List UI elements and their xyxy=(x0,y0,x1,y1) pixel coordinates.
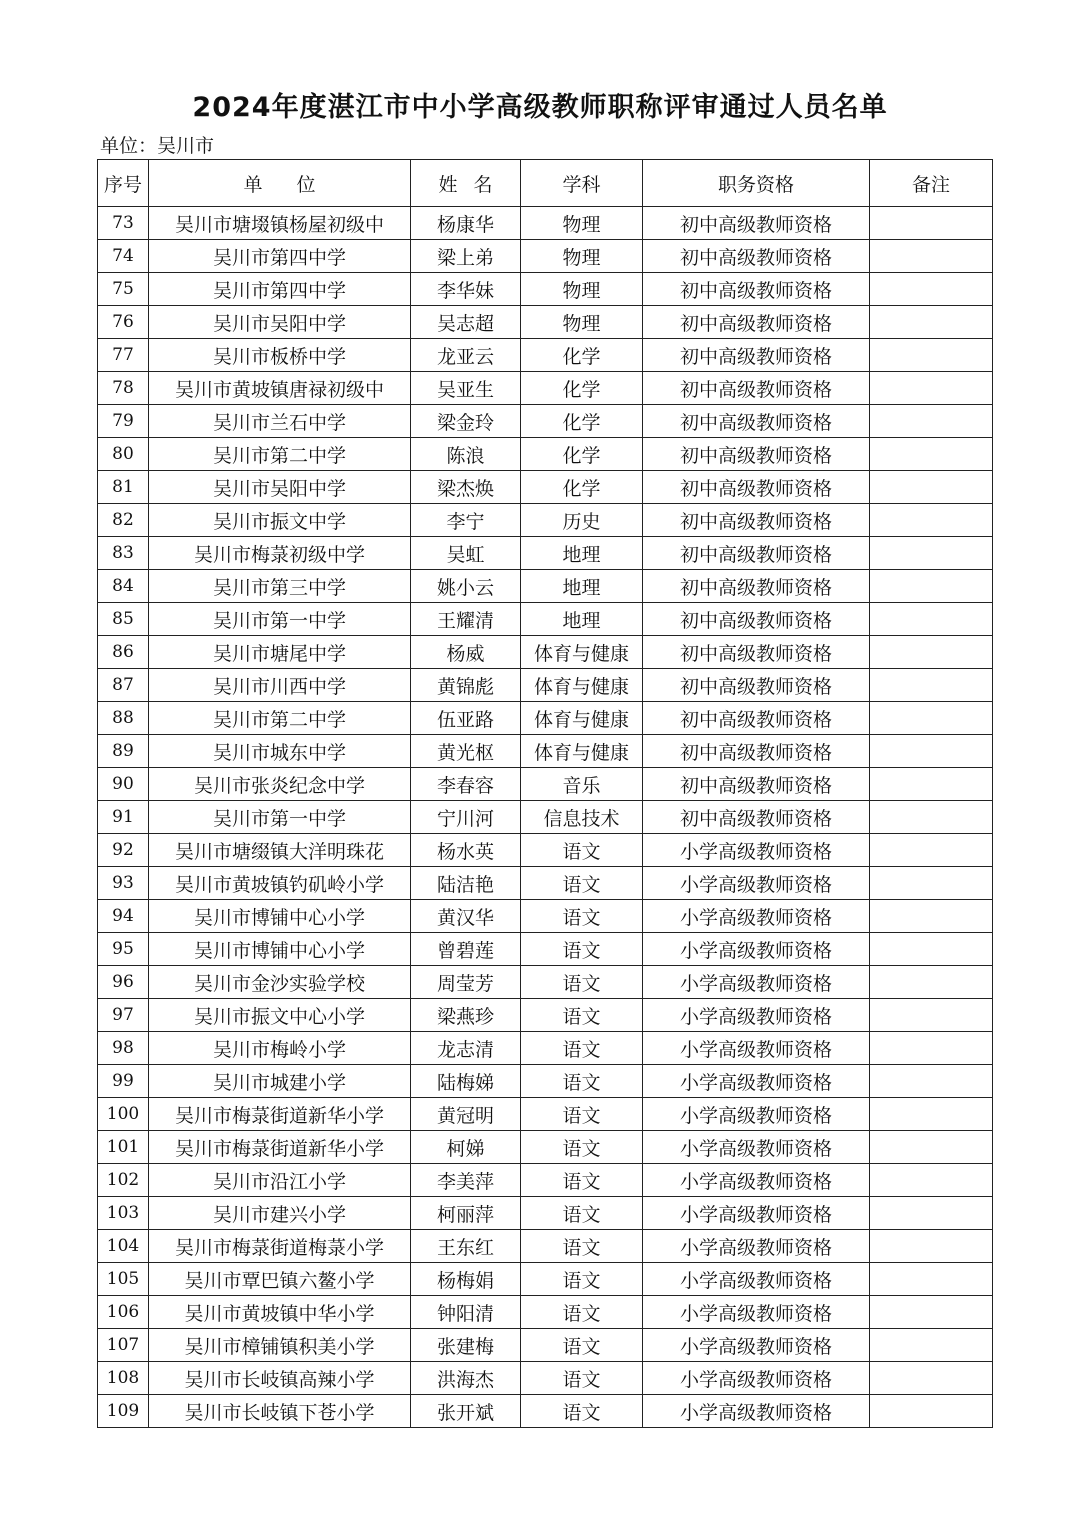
table-row xyxy=(98,1197,993,1230)
cell-qualification: 初中高级教师资格 xyxy=(643,372,870,405)
cell-note xyxy=(870,1032,993,1065)
cell-no: 85 xyxy=(98,603,149,636)
cell-name: 王耀清 xyxy=(411,603,521,636)
cell-no: 76 xyxy=(98,306,149,339)
cell-unit: 吴川市沿江小学 xyxy=(149,1164,411,1197)
cell-no: 86 xyxy=(98,636,149,669)
cell-subject: 化学 xyxy=(521,339,643,372)
cell-name: 黄汉华 xyxy=(411,900,521,933)
table-row xyxy=(98,1098,993,1131)
cell-unit: 吴川市兰石中学 xyxy=(149,405,411,438)
cell-name: 吴亚生 xyxy=(411,372,521,405)
cell-subject: 化学 xyxy=(521,405,643,438)
cell-name: 梁燕珍 xyxy=(411,999,521,1032)
cell-qualification: 初中高级教师资格 xyxy=(643,504,870,537)
cell-subject: 语文 xyxy=(521,966,643,999)
cell-note xyxy=(870,801,993,834)
cell-no: 87 xyxy=(98,669,149,702)
table-row xyxy=(98,834,993,867)
cell-unit: 吴川市第四中学 xyxy=(149,240,411,273)
cell-note xyxy=(870,339,993,372)
table-row xyxy=(98,1362,993,1395)
table-row xyxy=(98,438,993,471)
cell-subject: 语文 xyxy=(521,1164,643,1197)
cell-note xyxy=(870,933,993,966)
cell-unit: 吴川市第三中学 xyxy=(149,570,411,603)
cell-unit: 吴川市吴阳中学 xyxy=(149,471,411,504)
table-row xyxy=(98,1263,993,1296)
cell-unit: 吴川市建兴小学 xyxy=(149,1197,411,1230)
cell-unit: 吴川市黄坡镇唐禄初级中 xyxy=(149,372,411,405)
cell-qualification: 小学高级教师资格 xyxy=(643,1296,870,1329)
cell-no: 108 xyxy=(98,1362,149,1395)
cell-name: 杨威 xyxy=(411,636,521,669)
cell-qualification: 小学高级教师资格 xyxy=(643,900,870,933)
cell-name: 姚小云 xyxy=(411,570,521,603)
cell-subject: 语文 xyxy=(521,1098,643,1131)
table-row xyxy=(98,900,993,933)
cell-unit: 吴川市梅菉街道新华小学 xyxy=(149,1131,411,1164)
cell-name: 李宁 xyxy=(411,504,521,537)
table-row xyxy=(98,768,993,801)
cell-qualification: 小学高级教师资格 xyxy=(643,1230,870,1263)
cell-qualification: 小学高级教师资格 xyxy=(643,1065,870,1098)
cell-name: 黄光枢 xyxy=(411,735,521,768)
cell-subject: 化学 xyxy=(521,438,643,471)
table-row xyxy=(98,1065,993,1098)
header-note: 备注 xyxy=(870,160,993,207)
cell-subject: 语文 xyxy=(521,1230,643,1263)
cell-no: 102 xyxy=(98,1164,149,1197)
cell-subject: 物理 xyxy=(521,207,643,240)
cell-qualification: 小学高级教师资格 xyxy=(643,1164,870,1197)
cell-qualification: 初中高级教师资格 xyxy=(643,636,870,669)
cell-qualification: 初中高级教师资格 xyxy=(643,405,870,438)
table-row xyxy=(98,933,993,966)
cell-qualification: 初中高级教师资格 xyxy=(643,702,870,735)
cell-unit: 吴川市第一中学 xyxy=(149,801,411,834)
cell-no: 109 xyxy=(98,1395,149,1428)
cell-subject: 历史 xyxy=(521,504,643,537)
cell-no: 95 xyxy=(98,933,149,966)
cell-qualification: 初中高级教师资格 xyxy=(643,438,870,471)
cell-subject: 语文 xyxy=(521,900,643,933)
cell-qualification: 初中高级教师资格 xyxy=(643,801,870,834)
table-header-row xyxy=(98,160,993,207)
cell-subject: 地理 xyxy=(521,537,643,570)
cell-note xyxy=(870,240,993,273)
cell-note xyxy=(870,1197,993,1230)
cell-no: 103 xyxy=(98,1197,149,1230)
cell-no: 78 xyxy=(98,372,149,405)
cell-unit: 吴川市梅菉街道梅菉小学 xyxy=(149,1230,411,1263)
cell-subject: 语文 xyxy=(521,1197,643,1230)
cell-unit: 吴川市张炎纪念中学 xyxy=(149,768,411,801)
cell-name: 钟阳清 xyxy=(411,1296,521,1329)
cell-no: 82 xyxy=(98,504,149,537)
cell-subject: 语文 xyxy=(521,933,643,966)
cell-name: 梁上弟 xyxy=(411,240,521,273)
table-row xyxy=(98,471,993,504)
cell-no: 92 xyxy=(98,834,149,867)
table-row xyxy=(98,306,993,339)
cell-note xyxy=(870,735,993,768)
table-row xyxy=(98,240,993,273)
cell-name: 梁金玲 xyxy=(411,405,521,438)
cell-note xyxy=(870,669,993,702)
table-row xyxy=(98,735,993,768)
cell-unit: 吴川市第四中学 xyxy=(149,273,411,306)
cell-note xyxy=(870,1263,993,1296)
header-name xyxy=(411,160,521,207)
cell-qualification: 初中高级教师资格 xyxy=(643,735,870,768)
cell-subject: 语文 xyxy=(521,1296,643,1329)
cell-subject: 语文 xyxy=(521,1329,643,1362)
cell-subject: 体育与健康 xyxy=(521,735,643,768)
cell-name: 曾碧莲 xyxy=(411,933,521,966)
cell-unit: 吴川市塘㙍镇杨屋初级中 xyxy=(149,207,411,240)
cell-note xyxy=(870,438,993,471)
table-row xyxy=(98,801,993,834)
cell-note xyxy=(870,1131,993,1164)
cell-name: 杨水英 xyxy=(411,834,521,867)
cell-no: 84 xyxy=(98,570,149,603)
cell-qualification: 初中高级教师资格 xyxy=(643,306,870,339)
document-title: 2024年度湛江市中小学高级教师职称评审通过人员名单 xyxy=(192,92,888,123)
cell-subject: 物理 xyxy=(521,273,643,306)
cell-no: 100 xyxy=(98,1098,149,1131)
header-name-label: 姓名 xyxy=(438,173,509,196)
header-subject: 学科 xyxy=(521,160,643,207)
table-row xyxy=(98,504,993,537)
cell-note xyxy=(870,1230,993,1263)
cell-note xyxy=(870,1296,993,1329)
cell-no: 83 xyxy=(98,537,149,570)
table-body xyxy=(98,207,993,1428)
header-qualification: 职务资格 xyxy=(643,160,870,207)
cell-name: 龙亚云 xyxy=(411,339,521,372)
table-row xyxy=(98,867,993,900)
cell-qualification: 小学高级教师资格 xyxy=(643,1362,870,1395)
table-row xyxy=(98,207,993,240)
cell-no: 97 xyxy=(98,999,149,1032)
header-no: 序号 xyxy=(98,160,149,207)
cell-qualification: 初中高级教师资格 xyxy=(643,768,870,801)
cell-note xyxy=(870,900,993,933)
cell-note xyxy=(870,1164,993,1197)
cell-unit: 吴川市第二中学 xyxy=(149,702,411,735)
personnel-table xyxy=(97,159,993,1428)
cell-qualification: 初中高级教师资格 xyxy=(643,603,870,636)
cell-unit: 吴川市博铺中心小学 xyxy=(149,933,411,966)
cell-unit: 吴川市塘缀镇大洋明珠花 xyxy=(149,834,411,867)
cell-unit: 吴川市樟铺镇积美小学 xyxy=(149,1329,411,1362)
cell-subject: 体育与健康 xyxy=(521,669,643,702)
cell-qualification: 初中高级教师资格 xyxy=(643,669,870,702)
cell-subject: 地理 xyxy=(521,570,643,603)
cell-unit: 吴川市黄坡镇中华小学 xyxy=(149,1296,411,1329)
cell-unit: 吴川市城东中学 xyxy=(149,735,411,768)
cell-subject: 化学 xyxy=(521,372,643,405)
cell-unit: 吴川市覃巴镇六鳌小学 xyxy=(149,1263,411,1296)
cell-subject: 语文 xyxy=(521,1032,643,1065)
cell-subject: 语文 xyxy=(521,1395,643,1428)
cell-name: 柯丽萍 xyxy=(411,1197,521,1230)
cell-unit: 吴川市振文中心小学 xyxy=(149,999,411,1032)
cell-name: 杨梅娟 xyxy=(411,1263,521,1296)
cell-no: 74 xyxy=(98,240,149,273)
cell-name: 周莹芳 xyxy=(411,966,521,999)
cell-unit: 吴川市板桥中学 xyxy=(149,339,411,372)
cell-name: 张开斌 xyxy=(411,1395,521,1428)
cell-no: 96 xyxy=(98,966,149,999)
cell-note xyxy=(870,867,993,900)
cell-qualification: 初中高级教师资格 xyxy=(643,537,870,570)
cell-name: 张建梅 xyxy=(411,1329,521,1362)
cell-unit: 吴川市梅岭小学 xyxy=(149,1032,411,1065)
cell-note xyxy=(870,702,993,735)
cell-qualification: 初中高级教师资格 xyxy=(643,339,870,372)
cell-no: 104 xyxy=(98,1230,149,1263)
unit-line: 单位：吴川市 xyxy=(100,135,215,157)
table-row xyxy=(98,1164,993,1197)
table-row xyxy=(98,1329,993,1362)
cell-note xyxy=(870,1329,993,1362)
cell-note xyxy=(870,999,993,1032)
cell-no: 81 xyxy=(98,471,149,504)
cell-name: 李春容 xyxy=(411,768,521,801)
cell-subject: 语文 xyxy=(521,1131,643,1164)
cell-qualification: 初中高级教师资格 xyxy=(643,273,870,306)
cell-subject: 语文 xyxy=(521,1362,643,1395)
cell-name: 洪海杰 xyxy=(411,1362,521,1395)
cell-name: 吴虹 xyxy=(411,537,521,570)
cell-unit: 吴川市振文中学 xyxy=(149,504,411,537)
cell-subject: 语文 xyxy=(521,867,643,900)
cell-note xyxy=(870,273,993,306)
cell-no: 75 xyxy=(98,273,149,306)
cell-unit: 吴川市长岐镇高辣小学 xyxy=(149,1362,411,1395)
cell-name: 杨康华 xyxy=(411,207,521,240)
cell-name: 宁川河 xyxy=(411,801,521,834)
cell-subject: 语文 xyxy=(521,1263,643,1296)
cell-qualification: 小学高级教师资格 xyxy=(643,1131,870,1164)
cell-note xyxy=(870,504,993,537)
cell-unit: 吴川市川西中学 xyxy=(149,669,411,702)
cell-unit: 吴川市塘尾中学 xyxy=(149,636,411,669)
cell-no: 79 xyxy=(98,405,149,438)
cell-subject: 物理 xyxy=(521,306,643,339)
cell-note xyxy=(870,1065,993,1098)
cell-subject: 地理 xyxy=(521,603,643,636)
cell-unit: 吴川市吴阳中学 xyxy=(149,306,411,339)
cell-unit: 吴川市博铺中心小学 xyxy=(149,900,411,933)
cell-no: 99 xyxy=(98,1065,149,1098)
header-unit xyxy=(149,160,411,207)
cell-unit: 吴川市金沙实验学校 xyxy=(149,966,411,999)
cell-qualification: 初中高级教师资格 xyxy=(643,240,870,273)
cell-no: 89 xyxy=(98,735,149,768)
cell-qualification: 小学高级教师资格 xyxy=(643,1395,870,1428)
cell-subject: 体育与健康 xyxy=(521,636,643,669)
cell-note xyxy=(870,471,993,504)
cell-subject: 信息技术 xyxy=(521,801,643,834)
table-row xyxy=(98,1296,993,1329)
cell-no: 88 xyxy=(98,702,149,735)
cell-note xyxy=(870,636,993,669)
cell-name: 王东红 xyxy=(411,1230,521,1263)
cell-note xyxy=(870,1395,993,1428)
cell-name: 柯娣 xyxy=(411,1131,521,1164)
table-row xyxy=(98,1395,993,1428)
cell-name: 陆洁艳 xyxy=(411,867,521,900)
cell-qualification: 小学高级教师资格 xyxy=(643,1098,870,1131)
cell-no: 93 xyxy=(98,867,149,900)
cell-note xyxy=(870,405,993,438)
cell-name: 吴志超 xyxy=(411,306,521,339)
cell-unit: 吴川市梅菉街道新华小学 xyxy=(149,1098,411,1131)
cell-name: 黄锦彪 xyxy=(411,669,521,702)
cell-unit: 吴川市长岐镇下苍小学 xyxy=(149,1395,411,1428)
cell-subject: 化学 xyxy=(521,471,643,504)
cell-no: 106 xyxy=(98,1296,149,1329)
cell-note xyxy=(870,207,993,240)
cell-no: 90 xyxy=(98,768,149,801)
cell-note xyxy=(870,570,993,603)
cell-name: 伍亚路 xyxy=(411,702,521,735)
cell-subject: 语文 xyxy=(521,1065,643,1098)
cell-qualification: 小学高级教师资格 xyxy=(643,867,870,900)
cell-unit: 吴川市城建小学 xyxy=(149,1065,411,1098)
cell-name: 陆梅娣 xyxy=(411,1065,521,1098)
cell-note xyxy=(870,537,993,570)
cell-qualification: 小学高级教师资格 xyxy=(643,999,870,1032)
cell-name: 梁杰焕 xyxy=(411,471,521,504)
cell-note xyxy=(870,966,993,999)
cell-unit: 吴川市黄坡镇钓矶岭小学 xyxy=(149,867,411,900)
cell-no: 105 xyxy=(98,1263,149,1296)
cell-qualification: 小学高级教师资格 xyxy=(643,834,870,867)
table-row xyxy=(98,636,993,669)
cell-no: 77 xyxy=(98,339,149,372)
table-row xyxy=(98,372,993,405)
cell-qualification: 小学高级教师资格 xyxy=(643,1263,870,1296)
cell-qualification: 初中高级教师资格 xyxy=(643,570,870,603)
cell-no: 73 xyxy=(98,207,149,240)
cell-no: 91 xyxy=(98,801,149,834)
table-row xyxy=(98,339,993,372)
cell-qualification: 小学高级教师资格 xyxy=(643,1032,870,1065)
cell-name: 李华妹 xyxy=(411,273,521,306)
header-unit-label: 单位 xyxy=(243,173,350,196)
cell-unit: 吴川市第一中学 xyxy=(149,603,411,636)
table-row xyxy=(98,999,993,1032)
table-row xyxy=(98,273,993,306)
cell-name: 黄冠明 xyxy=(411,1098,521,1131)
cell-no: 107 xyxy=(98,1329,149,1362)
cell-unit: 吴川市梅菉初级中学 xyxy=(149,537,411,570)
table-row xyxy=(98,1230,993,1263)
cell-note xyxy=(870,306,993,339)
table-row xyxy=(98,1131,993,1164)
cell-subject: 语文 xyxy=(521,999,643,1032)
cell-qualification: 小学高级教师资格 xyxy=(643,1329,870,1362)
cell-name: 龙志清 xyxy=(411,1032,521,1065)
cell-unit: 吴川市第二中学 xyxy=(149,438,411,471)
table-row xyxy=(98,405,993,438)
cell-qualification: 初中高级教师资格 xyxy=(643,471,870,504)
cell-name: 陈浪 xyxy=(411,438,521,471)
cell-name: 李美萍 xyxy=(411,1164,521,1197)
table-row xyxy=(98,537,993,570)
table-row xyxy=(98,1032,993,1065)
cell-note xyxy=(870,834,993,867)
cell-qualification: 小学高级教师资格 xyxy=(643,1197,870,1230)
cell-qualification: 小学高级教师资格 xyxy=(643,966,870,999)
cell-note xyxy=(870,1362,993,1395)
cell-note xyxy=(870,1098,993,1131)
cell-no: 80 xyxy=(98,438,149,471)
cell-note xyxy=(870,768,993,801)
cell-subject: 物理 xyxy=(521,240,643,273)
table-row xyxy=(98,570,993,603)
table-row xyxy=(98,603,993,636)
cell-no: 94 xyxy=(98,900,149,933)
table-row xyxy=(98,669,993,702)
cell-subject: 音乐 xyxy=(521,768,643,801)
cell-note xyxy=(870,372,993,405)
table-row xyxy=(98,966,993,999)
cell-subject: 体育与健康 xyxy=(521,702,643,735)
cell-qualification: 初中高级教师资格 xyxy=(643,207,870,240)
cell-no: 98 xyxy=(98,1032,149,1065)
cell-note xyxy=(870,603,993,636)
table-row xyxy=(98,702,993,735)
cell-qualification: 小学高级教师资格 xyxy=(643,933,870,966)
cell-subject: 语文 xyxy=(521,834,643,867)
cell-no: 101 xyxy=(98,1131,149,1164)
